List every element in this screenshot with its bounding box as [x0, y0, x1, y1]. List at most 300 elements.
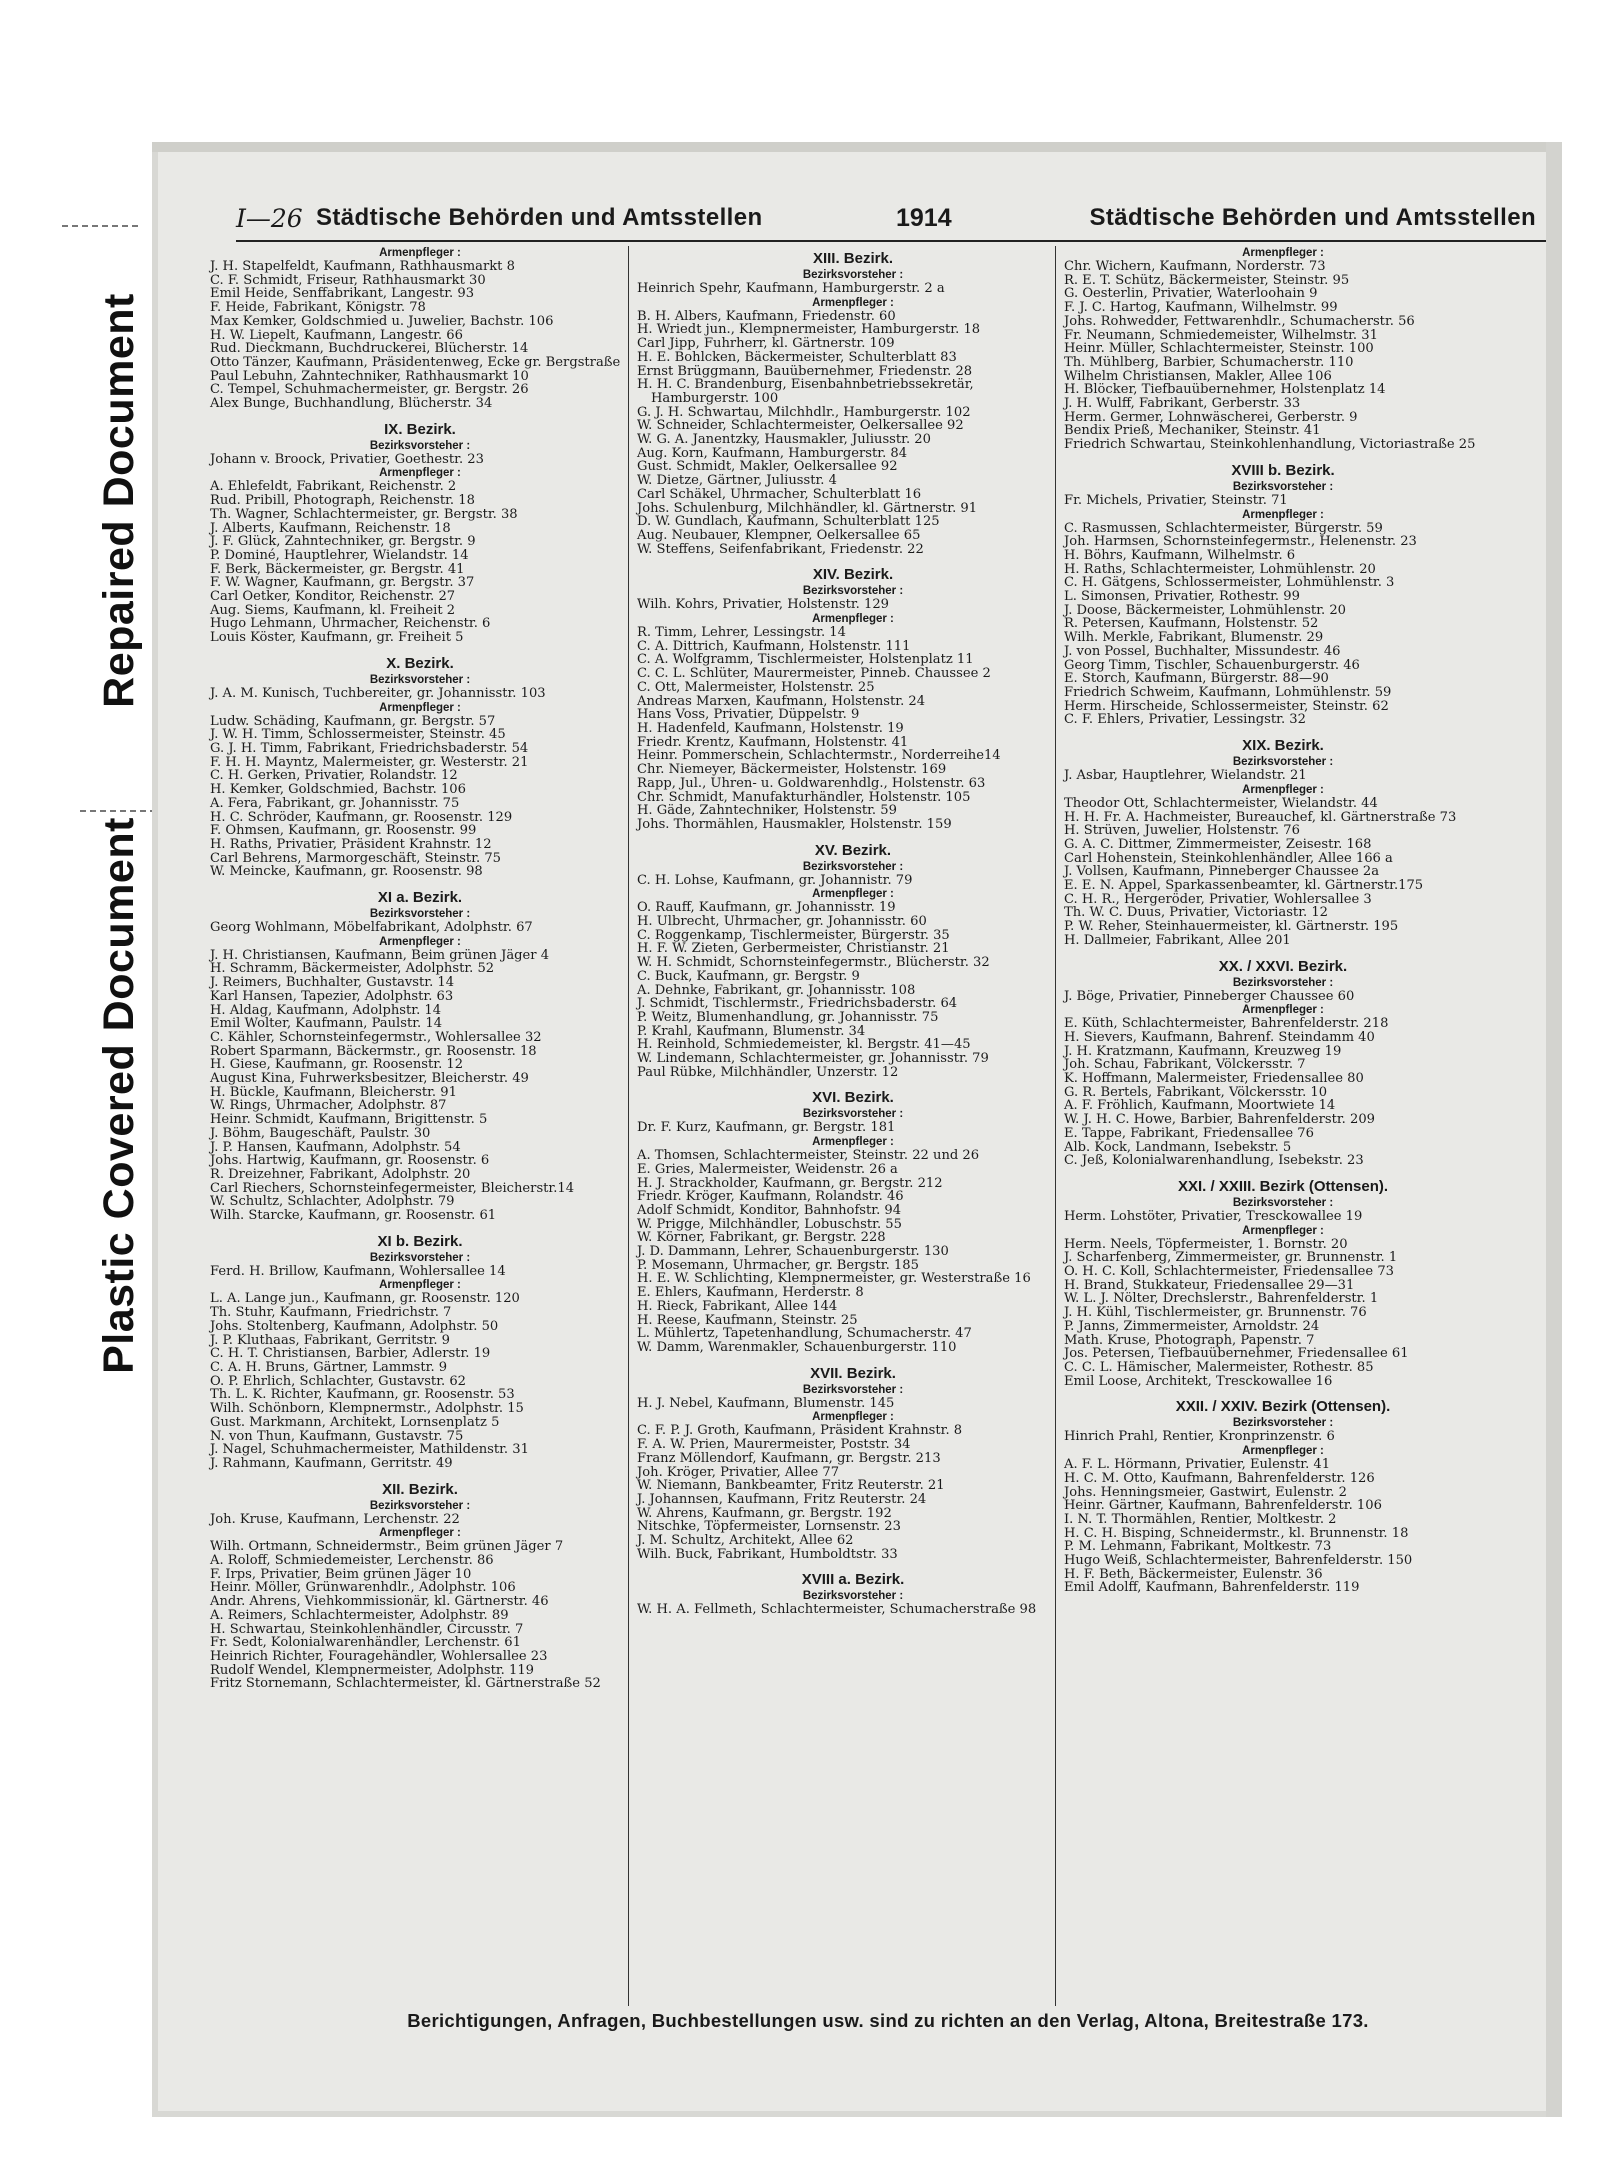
role-heading: Armenpfleger : [379, 701, 461, 714]
directory-entry: A. Ehlefeldt, Fabrikant, Reichenstr. 2 [210, 479, 457, 495]
role-heading: Bezirksvorsteher : [1232, 1417, 1334, 1430]
directory-entry: C. H. R., Hergeröder, Privatier, Wohlersallee 3 [1064, 891, 1372, 907]
directory-entry: W. Körner, Fabrikant, gr. Bergstr. 228 [637, 1230, 886, 1246]
directory-entry: Johs. Rohwedder, Fettwarenhdlr., Schumacherstr. 56 [1064, 313, 1415, 329]
directory-entry: Wilh. Ortmann, Schneidermstr., Beim grünen Jäger 7 [210, 1539, 564, 1555]
side-labels [80, 220, 158, 1374]
directory-entry: Rud. Pribill, Photograph, Reichenstr. 18 [210, 493, 475, 509]
directory-entry: H. E. Bohlcken, Bäckermeister, Schulterblatt 83 [637, 349, 957, 365]
role-heading: Armenpfleger : [1242, 783, 1324, 796]
directory-entry: C. Rasmussen, Schlachtermeister, Bürgerstr. 59 [1064, 520, 1383, 536]
role-heading: Bezirksvorsteher : [802, 860, 904, 873]
district-heading: XVII. Bezirk. [810, 1364, 896, 1382]
role-heading: Armenpfleger : [1242, 1445, 1324, 1458]
section-gap [637, 1079, 1069, 1085]
directory-entry: Franz Möllendorf, Kaufmann, gr. Bergstr. 213 [637, 1450, 941, 1466]
directory-entry: P. Mosemann, Uhrmacher, gr. Bergstr. 185 [637, 1257, 919, 1273]
directory-entry: Rapp, Jul., Uhren- u. Goldwarenhdlg., Holstenstr. 63 [637, 775, 986, 791]
directory-entry: H. C. M. Otto, Kaufmann, Bahrenfelderstr. 126 [1064, 1470, 1375, 1486]
directory-entry: J. W. H. Timm, Schlossermeister, Steinstr. 45 [210, 727, 506, 743]
directory-entry: Friedrich Schweim, Kaufmann, Lohmühlenstr. 59 [1064, 684, 1392, 700]
directory-entry: Chr. Niemeyer, Bäckermeister, Holstenstr. 169 [637, 762, 947, 778]
directory-entry: R. E. T. Schütz, Bäckermeister, Steinstr. 95 [1064, 272, 1350, 288]
directory-entry: A. Thomsen, Schlachtermeister, Steinstr. 22 und 26 [637, 1148, 980, 1164]
district-heading: XIV. Bezirk. [812, 566, 894, 584]
directory-entry: Fritz Stornemann, Schlachtermeister, kl. Gärtnerstraße 52 [210, 1676, 601, 1692]
page-edge-top [152, 142, 1562, 152]
directory-entry: Heinr. Gärtner, Kaufmann, Bahrenfelderstr. 106 [1064, 1498, 1382, 1514]
section-gap [210, 1223, 630, 1229]
directory-entry: Wilh. Kohrs, Privatier, Holstenstr. 129 [637, 597, 889, 613]
role-heading: Bezirksvorsteher : [802, 1108, 904, 1121]
directory-entry: Dr. F. Kurz, Kaufmann, gr. Bergstr. 181 [637, 1120, 896, 1136]
directory-entry: W. Meincke, Kaufmann, gr. Roosenstr. 98 [210, 864, 483, 880]
directory-entry: C. H. Gätgens, Schlossermeister, Lohmühlenstr. 3 [1064, 575, 1395, 591]
directory-entry: O. Rauff, Kaufmann, gr. Johannisstr. 19 [637, 900, 896, 916]
directory-entry: Robert Sparmann, Bäckermstr., gr. Roosenstr. 18 [210, 1043, 537, 1059]
section-gap [1064, 452, 1502, 458]
section-gap [637, 832, 1069, 838]
role-heading: Armenpfleger : [1242, 1224, 1324, 1237]
district-heading: XXI. / XXIII. Bezirk (Ottensen). [1177, 1177, 1389, 1195]
directory-entry: I. N. T. Thormählen, Rentier, Moltkestr. 2 [1064, 1511, 1337, 1527]
directory-entry: Heinrich Richter, Fouragehändler, Wohlersallee 23 [210, 1648, 548, 1664]
directory-entry: J. Asbar, Hauptlehrer, Wielandstr. 21 [1064, 768, 1307, 784]
directory-entry: Paul Lebuhn, Zahntechniker, Rathhausmarkt 10 [210, 368, 529, 384]
directory-entry: Emil Wolter, Kaufmann, Paulstr. 14 [210, 1016, 443, 1032]
column-separator-1 [628, 246, 629, 2006]
directory-entry: Ernst Brüggmann, Bauübernehmer, Friedenstr. 28 [637, 363, 973, 379]
district-heading: XIII. Bezirk. [812, 250, 894, 267]
directory-entry: Th. Stuhr, Kaufmann, Friedrichstr. 7 [210, 1305, 452, 1321]
directory-entry: C. A. Dittrich, Kaufmann, Holstenstr. 111 [637, 638, 911, 654]
district-heading: XVI. Bezirk. [812, 1089, 894, 1107]
directory-entry: Heinr. Müller, Schlachtermeister, Steinstr. 100 [1064, 341, 1374, 357]
directory-entry: P. M. Lehmann, Fabrikant, Moltkestr. 73 [1064, 1539, 1332, 1555]
directory-entry: F. H. H. Mayntz, Malermeister, gr. Westerstr. 21 [210, 754, 529, 770]
directory-entry: W. H. Schmidt, Schornsteinfegermstr., Blücherstr. 32 [637, 955, 990, 971]
directory-entry: Chr. Schmidt, Manufakturhändler, Holstenstr. 105 [637, 789, 971, 805]
document-page [152, 142, 1562, 2117]
directory-entry: Johs. Stoltenberg, Kaufmann, Adolphstr. 50 [210, 1318, 499, 1334]
directory-entry: A. Fera, Fabrikant, gr. Johannisstr. 75 [210, 795, 460, 811]
directory-entry: P. Krahl, Kaufmann, Blumenstr. 34 [637, 1023, 866, 1039]
directory-entry: H. Reinhold, Schmiedemeister, kl. Bergstr. 41—45 [637, 1037, 971, 1053]
directory-entry: W. Schneider, Schlachtermeister, Oelkersallee 92 [637, 418, 964, 434]
district-heading: XVIII a. Bezirk. [801, 1571, 905, 1589]
section-gap [637, 556, 1069, 562]
directory-entry: H. H. Fr. A. Hachmeister, Bureauchef, kl. Gärtnerstraße 73 [1064, 809, 1457, 825]
directory-entry: H. E. W. Schlichting, Klempnermeister, gr. Westerstraße 16 [637, 1271, 1031, 1287]
directory-entry: L. Mühlertz, Tapetenhandlung, Schumacherstr. 47 [637, 1326, 972, 1342]
directory-entry: A. F. L. Hörmann, Privatier, Eulenstr. 41 [1064, 1457, 1331, 1473]
directory-entry: Louis Köster, Kaufmann, gr. Freiheit 5 [210, 630, 464, 646]
directory-entry: E. Ehlers, Kaufmann, Herderstr. 8 [637, 1285, 864, 1301]
district-heading: XII. Bezirk. [382, 1480, 458, 1498]
directory-entry: J. H. Stapelfeldt, Kaufmann, Rathhausmarkt 8 [210, 259, 515, 274]
directory-entry: Hans Voss, Privatier, Düppelstr. 9 [637, 707, 860, 723]
directory-entry: P. Dominé, Hauptlehrer, Wielandstr. 14 [210, 547, 469, 563]
directory-entry: Karl Hansen, Tapezier, Adolphstr. 63 [210, 988, 454, 1004]
directory-entry: H. Sievers, Kaufmann, Bahrenf. Steindamm 40 [1064, 1029, 1375, 1045]
directory-entry: Carl Behrens, Marmorgeschäft, Steinstr. 75 [210, 850, 501, 866]
district-heading: IX. Bezirk. [384, 420, 456, 438]
directory-entry: C. A. Wolfgramm, Tischlermeister, Holstenplatz 11 [637, 652, 974, 668]
header-title-right: Städtische Behörden und Amtsstellen [1089, 204, 1536, 231]
directory-entry: Gust. Schmidt, Makler, Oelkersallee 92 [637, 459, 898, 475]
directory-entry: Max Kemker, Goldschmied u. Juwelier, Bachstr. 106 [210, 313, 554, 329]
directory-entry: H. C. H. Bisping, Schneidermstr., kl. Brunnenstr. 18 [1064, 1525, 1409, 1541]
directory-entry: Alex Bunge, Buchhandlung, Blücherstr. 34 [210, 396, 493, 412]
directory-entry: Andreas Marxen, Kaufmann, Holstenstr. 24 [637, 693, 926, 709]
directory-entry: Friedrich Schwartau, Steinkohlenhandlung, Victoriastraße 25 [1064, 437, 1476, 453]
column-1 [210, 246, 630, 1691]
directory-entry: C. F. P. J. Groth, Kaufmann, Präsident Krahnstr. 8 [637, 1423, 963, 1439]
directory-entry: A. F. Fröhlich, Kaufmann, Moortwiete 14 [1064, 1098, 1336, 1114]
directory-entry: Carl Hohenstein, Steinkohlenhändler, Allee 166 a [1064, 850, 1393, 866]
directory-entry: Paul Rübke, Milchhändler, Unzerstr. 12 [637, 1064, 899, 1080]
directory-entry: J. H. Kratzmann, Kaufmann, Kreuzweg 19 [1064, 1043, 1342, 1059]
directory-entry: H. Strüven, Juwelier, Holstenstr. 76 [1064, 823, 1300, 839]
directory-entry: Wilh. Buck, Fabrikant, Humboldtstr. 33 [637, 1546, 898, 1562]
directory-entry: H. Bückle, Kaufmann, Bleicherstr. 91 [210, 1084, 457, 1100]
directory-entry: Aug. Korn, Kaufmann, Hamburgerstr. 84 [637, 445, 908, 461]
directory-entry: Georg Wohlmann, Möbelfabrikant, Adolphstr. 67 [210, 920, 533, 936]
directory-entry: L. Simonsen, Privatier, Rothestr. 99 [1064, 589, 1300, 605]
directory-entry: H. Rieck, Fabrikant, Allee 144 [637, 1298, 838, 1314]
directory-entry: G. J. H. Timm, Fabrikant, Friedrichsbaderstr. 54 [210, 740, 529, 756]
section-gap [1064, 948, 1502, 954]
directory-entry: C. Jeß, Kolonialwarenhandlung, Isebekstr. 23 [1064, 1153, 1364, 1169]
directory-entry: L. A. Lange jun., Kaufmann, gr. Roosenstr. 120 [210, 1291, 520, 1307]
directory-entry: Bendix Prieß, Mechaniker, Steinstr. 41 [1064, 423, 1321, 439]
directory-entry: C. H. T. Christiansen, Barbier, Adlerstr. 19 [210, 1346, 491, 1362]
role-heading: Bezirksvorsteher : [369, 908, 471, 921]
directory-entry: J. A. M. Kunisch, Tuchbereiter, gr. Johannisstr. 103 [210, 685, 546, 701]
directory-entry: Johs. Schulenburg, Milchhändler, kl. Gärtnerstr. 91 [637, 500, 978, 516]
directory-entry: F. J. C. Hartog, Kaufmann, Wilhelmstr. 99 [1064, 300, 1338, 316]
role-heading: Bezirksvorsteher : [802, 585, 904, 598]
directory-entry: Heinrich Spehr, Kaufmann, Hamburgerstr. 2 a [637, 281, 945, 296]
section-gap [210, 411, 630, 417]
column-separator-2 [1055, 246, 1056, 2006]
directory-entry: H. Giese, Kaufmann, gr. Roosenstr. 12 [210, 1057, 464, 1073]
directory-entry: Rud. Dieckmann, Buchdruckerei, Blücherstr. 14 [210, 341, 529, 357]
directory-entry: C. Buck, Kaufmann, gr. Bergstr. 9 [637, 968, 860, 984]
role-heading: Armenpfleger : [379, 935, 461, 948]
directory-entry: F. Berk, Bäckermeister, gr. Bergstr. 41 [210, 561, 465, 577]
directory-entry: J. Böge, Privatier, Pinneberger Chaussee 60 [1064, 988, 1355, 1004]
label-divider-top [62, 225, 138, 227]
directory-entry: J. Rahmann, Kaufmann, Gerritstr. 49 [210, 1455, 453, 1471]
directory-entry: Wilh. Merkle, Fabrikant, Blumenstr. 29 [1064, 630, 1324, 646]
role-heading: Bezirksvorsteher : [1232, 480, 1334, 493]
directory-entry: H. Raths, Privatier, Präsident Krahnstr. 12 [210, 836, 492, 852]
directory-entry: Math. Kruse, Photograph, Papenstr. 7 [1064, 1332, 1315, 1348]
directory-entry: Heinr. Pommerschein, Schlachtermstr., Norderreihe14 [637, 748, 1001, 764]
role-heading: Armenpfleger : [812, 296, 894, 309]
directory-entry: J. F. Glück, Zahntechniker, gr. Bergstr. 9 [210, 534, 476, 550]
directory-entry: F. Heide, Fabrikant, Königstr. 78 [210, 300, 426, 316]
directory-entry: H. Hadenfeld, Kaufmann, Holstenstr. 19 [637, 720, 904, 736]
directory-entry: H. Reese, Kaufmann, Steinstr. 25 [637, 1312, 858, 1328]
directory-entry: Hugo Weiß, Schlachtermeister, Bahrenfelderstr. 150 [1064, 1553, 1413, 1569]
directory-entry: F. Ohmsen, Kaufmann, gr. Roosenstr. 99 [210, 823, 477, 839]
directory-entry: Wilh. Schönborn, Klempnermstr., Adolphstr. 15 [210, 1401, 524, 1417]
directory-entry: Carl Schäkel, Uhrmacher, Schulterblatt 16 [637, 486, 922, 502]
directory-entry: W. Damm, Warenmakler, Schauenburgerstr. 110 [637, 1340, 957, 1355]
directory-entry: G. J. H. Schwartau, Milchhdlr., Hamburgerstr. 102 [637, 404, 971, 420]
role-heading: Armenpfleger : [379, 467, 461, 480]
directory-entry: H. F. W. Zieten, Gerbermeister, Christianstr. 21 [637, 941, 950, 957]
directory-entry: O. H. C. Koll, Schlachtermeister, Friedensallee 73 [1064, 1264, 1394, 1280]
page-number: I—26 [236, 204, 303, 233]
directory-entry: H. Schwartau, Steinkohlenhändler, Circusstr. 7 [210, 1621, 524, 1637]
directory-entry: Herm. Neels, Töpfermeister, 1. Bornstr. 20 [1064, 1236, 1348, 1252]
column-3 [1064, 246, 1502, 1595]
district-heading: XV. Bezirk. [814, 841, 892, 859]
directory-entry: Herm. Germer, Lohnwäscherei, Gerberstr. 9 [1064, 409, 1358, 425]
directory-entry: Johs. Henningsmeier, Gastwirt, Eulenstr. 2 [1064, 1484, 1347, 1500]
directory-entry: J. Vollsen, Kaufmann, Pinneberger Chaussee 2a [1064, 864, 1380, 880]
directory-entry: C. Ott, Malermeister, Holstenstr. 25 [637, 679, 875, 695]
header-title-left: Städtische Behörden und Amtsstellen [316, 204, 763, 231]
directory-entry: P. Weitz, Blumenhandlung, gr. Johannisstr. 75 [637, 1009, 939, 1025]
label-divider-middle [80, 810, 156, 812]
directory-entry: Wilhelm Christiansen, Makler, Allee 106 [1064, 368, 1332, 384]
directory-entry: H. Böhrs, Kaufmann, Wilhelmstr. 6 [1064, 547, 1296, 563]
role-heading: Armenpfleger : [1242, 508, 1324, 521]
directory-entry: Alb. Kock, Landmann, Isebekstr. 5 [1064, 1139, 1292, 1155]
page-header [236, 204, 1536, 236]
directory-entry: D. W. Gundlach, Kaufmann, Schulterblatt 125 [637, 514, 940, 530]
directory-entry: Th. Mühlberg, Barbier, Schumacherstr. 110 [1064, 354, 1354, 370]
directory-entry: Joh. Kruse, Kaufmann, Lerchenstr. 22 [210, 1511, 460, 1527]
directory-entry: J. von Possel, Buchhalter, Missundestr. 46 [1064, 643, 1341, 659]
role-heading: Bezirksvorsteher : [1232, 1196, 1334, 1209]
section-gap [210, 1471, 630, 1477]
directory-entry: G. Oesterlin, Privatier, Waterloohain 9 [1064, 286, 1318, 302]
directory-entry: W. Lindemann, Schlachtermeister, gr. Johannisstr. 79 [637, 1051, 989, 1067]
directory-entry: W. G. A. Janentzky, Hausmakler, Juliusstr. 20 [637, 432, 931, 448]
directory-entry: Adolf Schmidt, Konditor, Bahnhofstr. 94 [637, 1202, 902, 1218]
directory-entry: O. P. Ehrlich, Schlachter, Gustavstr. 62 [210, 1373, 467, 1389]
directory-entry: J. H. Christiansen, Kaufmann, Beim grünen Jäger 4 [210, 947, 550, 963]
directory-entry: H. C. Schröder, Kaufmann, gr. Roosenstr. 129 [210, 809, 513, 825]
district-heading: XI a. Bezirk. [377, 889, 463, 907]
directory-entry: G. R. Bertels, Fabrikant, Völckersstr. 10 [1064, 1084, 1328, 1100]
directory-entry: C. H. Gerken, Privatier, Rolandstr. 12 [210, 768, 458, 784]
directory-entry: Joh. Kröger, Privatier, Allee 77 [637, 1464, 840, 1480]
directory-entry: C. H. Lohse, Kaufmann, gr. Johannistr. 79 [637, 872, 913, 888]
directory-entry: J. Reimers, Buchhalter, Gustavstr. 14 [210, 975, 455, 991]
directory-entry: Herm. Hirscheide, Schlossermeister, Steinstr. 62 [1064, 698, 1389, 714]
directory-entry: Gust. Markmann, Architekt, Lornsenplatz 5 [210, 1414, 500, 1430]
directory-entry: Joh. Harmsen, Schornsteinfegermstr., Helenenstr. 23 [1064, 534, 1417, 550]
role-heading: Armenpfleger : [379, 1527, 461, 1540]
directory-entry: H. Gäde, Zahntechniker, Holstenstr. 59 [637, 803, 897, 819]
directory-entry: W. Niemann, Bankbeamter, Fritz Reuterstr. 21 [637, 1478, 945, 1494]
directory-entry: C. Roggenkamp, Tischlermeister, Bürgerstr. 35 [637, 927, 950, 943]
directory-entry: J. Johannsen, Kaufmann, Fritz Reuterstr. 24 [637, 1491, 927, 1507]
directory-entry: Aug. Neubauer, Klempner, Oelkersallee 65 [637, 527, 921, 543]
directory-entry: H. Ulbrecht, Uhrmacher, gr. Johannisstr. 60 [637, 914, 927, 930]
role-heading: Armenpfleger : [1242, 247, 1324, 259]
district-heading: X. Bezirk. [386, 654, 454, 672]
directory-entry: N. von Thun, Kaufmann, Gustavstr. 75 [210, 1428, 464, 1444]
section-gap [1064, 1388, 1502, 1394]
directory-entry: J. Doose, Bäckermeister, Lohmühlenstr. 20 [1064, 602, 1346, 618]
directory-entry: W. Rings, Uhrmacher, Adolphstr. 87 [210, 1098, 447, 1114]
header-year: 1914 [896, 204, 952, 232]
directory-entry: Nitschke, Töpfermeister, Lornsenstr. 23 [637, 1519, 901, 1535]
directory-entry: P. Janns, Zimmermeister, Arnoldstr. 24 [1064, 1318, 1320, 1334]
repaired-document-text: Repaired Document [94, 292, 143, 708]
role-heading: Bezirksvorsteher : [369, 439, 471, 452]
directory-entry: J. Schmidt, Tischlermstr., Friedrichsbaderstr. 64 [637, 996, 958, 1012]
directory-entry: Johs. Hartwig, Kaufmann, gr. Roosenstr. 6 [210, 1153, 490, 1169]
directory-entry: Herm. Lohstöter, Privatier, Tresckowallee 19 [1064, 1208, 1363, 1224]
directory-entry: J. P. Kluthaas, Fabrikant, Gerritstr. 9 [210, 1332, 451, 1348]
directory-entry: W. Ahrens, Kaufmann, gr. Bergstr. 192 [637, 1505, 892, 1521]
directory-entry: A. Dehnke, Fabrikant, gr. Johannisstr. 108 [637, 982, 916, 998]
directory-entry: Emil Adolff, Kaufmann, Bahrenfelderstr. 119 [1064, 1580, 1360, 1596]
directory-entry: F. Irps, Privatier, Beim grünen Jäger 10 [210, 1566, 472, 1582]
directory-entry: Johs. Thormählen, Hausmakler, Holstenstr. 159 [637, 816, 952, 832]
directory-entry: H. F. Beth, Bäckermeister, Eulenstr. 36 [1064, 1566, 1323, 1582]
role-heading: Bezirksvorsteher : [802, 1383, 904, 1396]
directory-entry: C. F. Schmidt, Friseur, Rathhausmarkt 30 [210, 272, 486, 288]
directory-entry: Friedr. Krentz, Kaufmann, Holstenstr. 41 [637, 734, 909, 750]
directory-entry: Fr. Michels, Privatier, Steinstr. 71 [1064, 492, 1288, 508]
directory-entry: C. Kähler, Schornsteinfegermstr., Wohlersallee 32 [210, 1029, 542, 1045]
directory-entry: C. F. Ehlers, Privatier, Lessingstr. 32 [1064, 712, 1306, 728]
directory-entry: J. Alberts, Kaufmann, Reichenstr. 18 [210, 520, 451, 536]
directory-entry: R. Timm, Lehrer, Lessingstr. 14 [637, 625, 846, 641]
directory-entry: Jos. Petersen, Tiefbauübernehmer, Friedensallee 61 [1064, 1346, 1409, 1362]
directory-entry: Andr. Ahrens, Viehkommissionär, kl. Gärtnerstr. 46 [210, 1594, 549, 1610]
plastic-covered-document-label [80, 816, 158, 1374]
directory-entry: G. A. C. Dittmer, Zimmermeister, Zeisestr. 168 [1064, 836, 1372, 852]
directory-entry: Chr. Wichern, Kaufmann, Norderstr. 73 [1064, 259, 1326, 274]
role-heading: Armenpfleger : [1242, 1004, 1324, 1017]
role-heading: Armenpfleger : [812, 1136, 894, 1149]
role-heading: Bezirksvorsteher : [369, 1499, 471, 1512]
role-heading: Armenpfleger : [379, 1279, 461, 1292]
header-rule [236, 240, 1546, 242]
directory-entry: J. Scharfenberg, Zimmermeister, gr. Brunnenstr. 1 [1064, 1250, 1398, 1266]
role-heading: Bezirksvorsteher : [1232, 976, 1334, 989]
directory-entry: B. H. Albers, Kaufmann, Friedenstr. 60 [637, 308, 896, 324]
directory-entry: W. H. A. Fellmeth, Schlachtermeister, Schumacherstraße 98 [637, 1602, 1037, 1618]
section-gap [1064, 1168, 1502, 1174]
directory-entry: Th. W. C. Duus, Privatier, Victoriastr. 12 [1064, 905, 1329, 921]
directory-entry: Rudolf Wendel, Klempnermeister, Adolphstr. 119 [210, 1662, 534, 1678]
directory-entry: Hinrich Prahl, Rentier, Kronprinzenstr. 6 [1064, 1429, 1335, 1445]
directory-entry: H. Aldag, Kaufmann, Adolphstr. 14 [210, 1002, 442, 1018]
directory-entry: August Kina, Fuhrwerksbesitzer, Bleicherstr. 49 [210, 1071, 529, 1087]
directory-entry: Ludw. Schäding, Kaufmann, gr. Bergstr. 57 [210, 713, 496, 729]
directory-entry: F. W. Wagner, Kaufmann, gr. Bergstr. 37 [210, 575, 475, 591]
directory-entry: Ferd. H. Brillow, Kaufmann, Wohlersallee 14 [210, 1263, 506, 1279]
section-gap [210, 645, 630, 651]
directory-entry: F. A. W. Prien, Maurermeister, Poststr. 34 [637, 1437, 911, 1453]
directory-entry: W. Steffens, Seifenfabrikant, Friedenstr. 22 [637, 541, 924, 557]
directory-entry: Carl Oetker, Konditor, Reichenstr. 27 [210, 589, 456, 605]
directory-entry: Otto Tänzer, Kaufmann, Präsidentenweg, Ecke gr. Bergstraße [210, 354, 621, 370]
directory-entry: C. A. H. Bruns, Gärtner, Lammstr. 9 [210, 1360, 448, 1375]
role-heading: Bezirksvorsteher : [802, 269, 904, 281]
directory-entry: W. Dietze, Gärtner, Juliusstr. 4 [637, 473, 837, 489]
directory-entry: Emil Heide, Senffabrikant, Langestr. 93 [210, 286, 475, 302]
directory-entry: Fr. Neumann, Schmiedemeister, Wilhelmstr. 31 [1064, 327, 1378, 343]
role-heading: Bezirksvorsteher : [369, 673, 471, 686]
directory-entry: Aug. Siems, Kaufmann, kl. Freiheit 2 [210, 602, 456, 618]
directory-entry: H. W. Liepelt, Kaufmann, Langestr. 66 [210, 327, 463, 343]
plastic-covered-document-text: Plastic Covered Document [94, 816, 143, 1374]
directory-entry: Carl Riechers, Schornsteinfegermeister, Bleicherstr.14 [210, 1180, 575, 1196]
directory-entry: K. Hoffmann, Malermeister, Friedensallee 80 [1064, 1071, 1364, 1087]
role-heading: Armenpfleger : [812, 1411, 894, 1424]
directory-entry: H. Schramm, Bäckermeister, Adolphstr. 52 [210, 961, 495, 977]
role-heading: Bezirksvorsteher : [1232, 756, 1334, 769]
directory-entry: J. Böhm, Baugeschäft, Paulstr. 30 [210, 1125, 431, 1141]
directory-entry: E. Storch, Kaufmann, Bürgerstr. 88—90 [1064, 671, 1329, 687]
directory-entry: E. E. N. Appel, Sparkassenbeamter, kl. Gärtnerstr.175 [1064, 878, 1424, 894]
directory-entry: H. J. Nebel, Kaufmann, Blumenstr. 145 [637, 1395, 895, 1411]
directory-entry: J. P. Hansen, Kaufmann, Adolphstr. 54 [210, 1139, 461, 1155]
directory-entry: Wilh. Starcke, Kaufmann, gr. Roosenstr. 61 [210, 1208, 497, 1224]
directory-entry: P. W. Reher, Steinhauermeister, kl. Gärtnerstr. 195 [1064, 919, 1399, 935]
repaired-document-label [80, 220, 158, 780]
role-heading: Bezirksvorsteher : [369, 1251, 471, 1264]
directory-entry: A. Roloff, Schmiedemeister, Lerchenstr. 86 [210, 1553, 494, 1569]
directory-entry: Emil Loose, Architekt, Tresckowallee 16 [1064, 1373, 1333, 1389]
directory-entry: J. D. Dammann, Lehrer, Schauenburgerstr. 130 [637, 1244, 949, 1260]
directory-entry: J. M. Schultz, Architekt, Allee 62 [637, 1533, 854, 1549]
role-heading: Bezirksvorsteher : [802, 1590, 904, 1603]
directory-entry: E. Gries, Malermeister, Weidenstr. 26 a [637, 1161, 898, 1177]
directory-entry: J. H. Wulff, Fabrikant, Gerberstr. 33 [1064, 396, 1301, 412]
directory-entry: E. Tappe, Fabrikant, Friedensallee 76 [1064, 1125, 1314, 1141]
directory-entry: C. C. L. Hämischer, Malermeister, Rothestr. 85 [1064, 1360, 1374, 1375]
directory-entry: C. Tempel, Schuhmachermeister, gr. Bergstr. 26 [210, 382, 529, 398]
directory-entry: H. Kemker, Goldschmied, Bachstr. 106 [210, 782, 466, 798]
district-heading: XXII. / XXIV. Bezirk (Ottensen). [1175, 1398, 1391, 1416]
directory-entry: Hugo Lehmann, Uhrmacher, Reichenstr. 6 [210, 616, 491, 632]
directory-entry: W. Prigge, Milchhändler, Lobuschstr. 55 [637, 1216, 902, 1232]
directory-entry: W. Schultz, Schlachter, Adolphstr. 79 [210, 1194, 455, 1210]
section-gap [210, 879, 630, 885]
directory-entry: Johann v. Broock, Privatier, Goethestr. 23 [210, 451, 484, 467]
footer-notice: Berichtigungen, Anfragen, Buchbestellungen usw. sind zu richten an den Verlag, Altona, Breitestraße 173. [407, 2010, 1369, 2031]
section-gap [637, 1355, 1069, 1361]
directory-entry: Joh. Schau, Fabrikant, Völckersstr. 7 [1064, 1057, 1306, 1073]
directory-entry: Theodor Ott, Schlachtermeister, Wielandstr. 44 [1064, 795, 1378, 811]
role-heading: Armenpfleger : [379, 247, 461, 259]
directory-entry: H. H. C. Brandenburg, Eisenbahnbetriebssekretär, Hamburgerstr. 100 [637, 377, 974, 406]
directory-entry: J. H. Kühl, Tischlermeister, gr. Brunnenstr. 76 [1064, 1305, 1367, 1321]
district-heading: XVIII b. Bezirk. [1231, 461, 1335, 479]
role-heading: Armenpfleger : [812, 888, 894, 901]
directory-entry: Georg Timm, Tischler, Schauenburgerstr. 46 [1064, 657, 1360, 673]
directory-entry: R. Dreizehner, Fabrikant, Adolphstr. 20 [210, 1166, 471, 1182]
directory-entry: Fr. Sedt, Kolonialwarenhändler, Lerchenstr. 61 [210, 1635, 521, 1651]
directory-entry: Heinr. Schmidt, Kaufmann, Brigittenstr. 5 [210, 1112, 488, 1128]
directory-entry: H. Wriedt jun., Klempnermeister, Hamburgerstr. 18 [637, 322, 981, 338]
directory-entry: W. L. J. Nölter, Drechslerstr., Bahrenfelderstr. 1 [1064, 1291, 1379, 1307]
directory-entry: H. J. Strackholder, Kaufmann, gr. Bergstr. 212 [637, 1175, 943, 1191]
